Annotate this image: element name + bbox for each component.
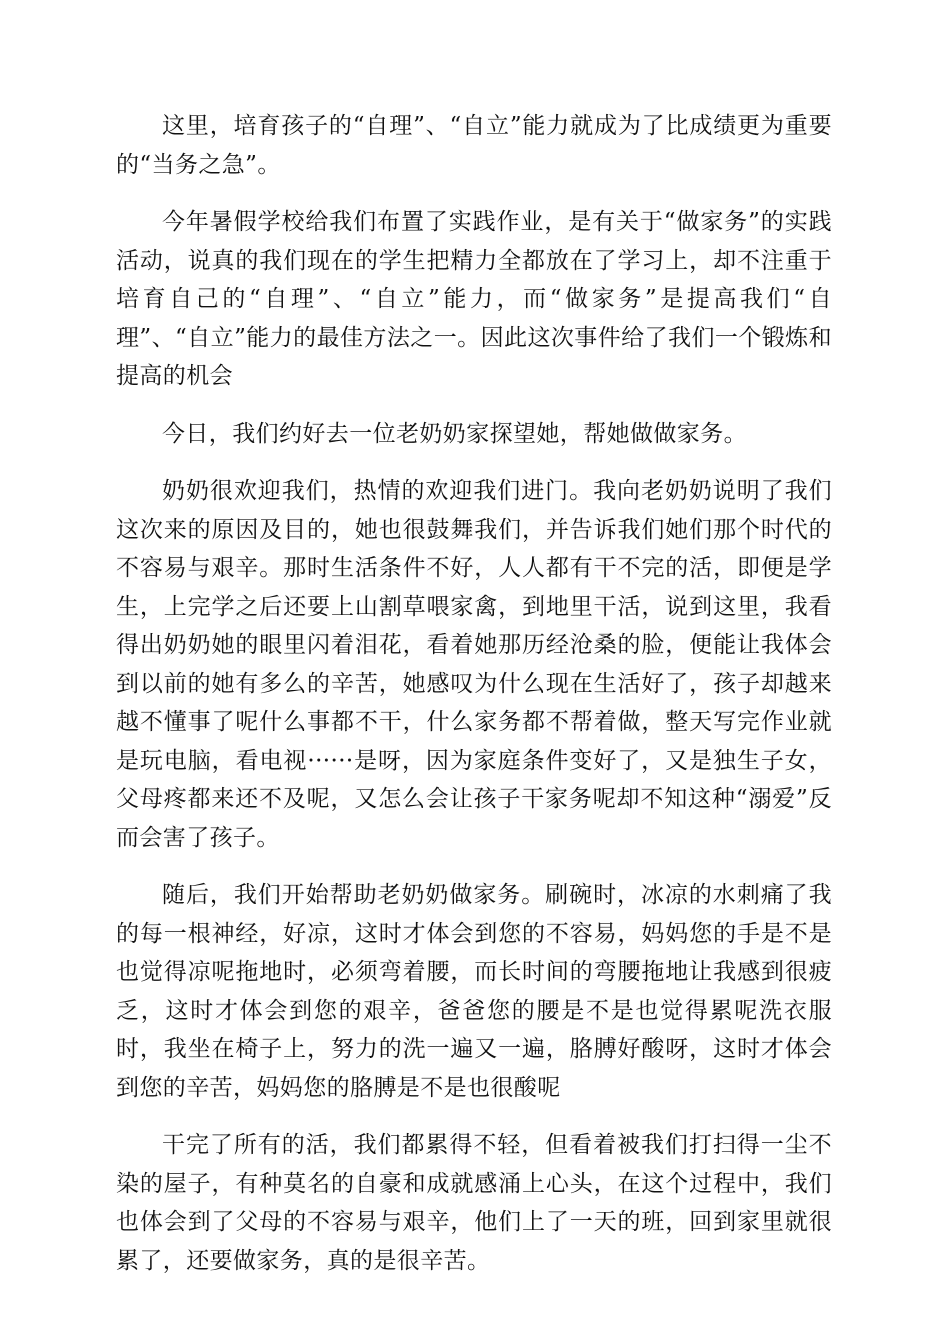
document-body [116,107,832,1299]
paragraph-intro: 这里，培育孩子的“自理”、“自立”能力就成为了比成绩更为重要的“当务之急”。 [116,113,832,178]
paragraph-housework: 随后，我们开始帮助老奶奶做家务。刷碗时，冰凉的水刺痛了我的每一根神经，好凉，这时才体会到您的不容易，妈妈您的手是不是也觉得凉呢拖地时，必须弯着腰，而长时间的弯腰拖地让我感到很疲乏，这时才体会到您的艰辛，爸爸您的腰是不是也觉得累呢洗衣服时，我坐在椅子上，努力的洗一遍又一遍，胳膊好酸呀，这时才体会到您的辛苦，妈妈您的胳膊是不是也很酸呢 [116,882,832,1101]
paragraph-grandmother-story: 奶奶很欢迎我们，热情的欢迎我们进门。我向老奶奶说明了我们这次来的原因及目的，她也很鼓舞我们，并告诉我们她们那个时代的不容易与艰辛。那时生活条件不好，人人都有干不完的活，即便是学生，上完学之后还要上山割草喂家禽，到地里干活，说到这里，我看得出奶奶她的眼里闪着泪花，看着她那历经沧桑的脸，便能让我体会到以前的她有多么的辛苦，她感叹为什么现在生活好了，孩子却越来越不懂事了呢什么事都不干，什么家务都不帮着做，整天写完作业就是玩电脑，看电视······是呀，因为家庭条件变好了，又是独生子女，父母疼都来还不及呢，又怎么会让孩子干家务呢却不知这种“溺爱”反而会害了孩子。 [116,478,832,851]
paragraph-visit-plan: 今日，我们约好去一位老奶奶家探望她，帮她做做家务。 [162,420,747,447]
paragraph-summer-assignment: 今年暑假学校给我们布置了实践作业，是有关于“做家务”的实践活动，说真的我们现在的学生把精力全都放在了学习上，却不注重于培育自己的“自理”、“自立”能力，而“做家务”是提高我们“自理”、“自立”能力的最佳方法之一。因此这次事件给了我们一个锻炼和提高的机会 [116,209,832,389]
paragraph-conclusion: 干完了所有的活，我们都累得不轻，但看着被我们打扫得一尘不染的屋子，有种莫名的自豪和成就感涌上心头，在这个过程中，我们也体会到了父母的不容易与艰辛，他们上了一天的班，回到家里就很累了，还要做家务，真的是很辛苦。 [116,1132,832,1274]
